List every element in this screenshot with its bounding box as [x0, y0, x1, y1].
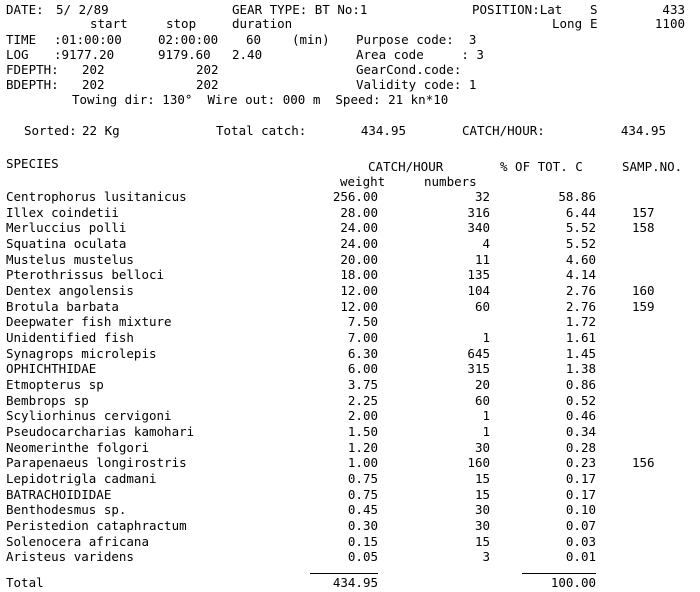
position-label: POSITION:Lat [472, 2, 563, 17]
numbers-header: numbers [424, 174, 477, 189]
fdepth-start: 202 [82, 62, 105, 77]
species-name: Mustelus mustelus [6, 252, 134, 267]
catch-weight: 7.50 [347, 314, 378, 329]
catch-weight: 6.00 [347, 361, 378, 376]
species-name: Bembrops sp [6, 393, 89, 408]
percent-of-total: 5.52 [565, 236, 596, 251]
catch-numbers: 15 [474, 487, 490, 502]
catch-numbers: 3 [482, 549, 490, 564]
col-duration-label: duration [232, 16, 293, 31]
log-label: LOG [6, 47, 29, 62]
log-duration: 2.40 [232, 47, 263, 62]
catch-weight: 0.05 [347, 549, 378, 564]
col-start-label: start [90, 16, 128, 31]
catch-numbers: 20 [474, 377, 490, 392]
time-start: :01:00:00 [54, 32, 122, 47]
percent-of-total: 0.34 [565, 424, 596, 439]
bdepth-label: BDEPTH: [6, 77, 59, 92]
percent-of-total: 2.76 [565, 299, 596, 314]
percent-of-total: 0.17 [565, 487, 596, 502]
date-value: 5/ 2/89 [56, 2, 109, 17]
catch-weight: 24.00 [340, 236, 378, 251]
species-name: OPHICHTHIDAE [6, 361, 97, 376]
purpose-code: Purpose code: 3 [356, 32, 477, 47]
sample-number: 157 [632, 205, 655, 220]
percent-of-total: 6.44 [565, 205, 596, 220]
catch-weight: 1.20 [347, 440, 378, 455]
percent-of-total: 0.10 [565, 502, 596, 517]
percent-of-total: 1.72 [565, 314, 596, 329]
bdepth-stop: 202 [196, 77, 219, 92]
catch-numbers: 645 [467, 346, 490, 361]
catch-numbers: 315 [467, 361, 490, 376]
species-name: Scyliorhinus cervigoni [6, 408, 172, 423]
percent-total-rule [522, 573, 596, 574]
percent-of-total: 0.01 [565, 549, 596, 564]
catch-numbers: 32 [474, 189, 490, 204]
species-name: Merluccius polli [6, 220, 127, 235]
total-weight: 434.95 [332, 575, 378, 590]
percent-total-header: % OF TOT. C [500, 159, 583, 174]
catch-numbers: 316 [467, 205, 490, 220]
catch-hour-header: CATCH/HOUR [368, 159, 444, 174]
catch-weight: 2.00 [347, 408, 378, 423]
catch-weight: 0.45 [347, 502, 378, 517]
species-name: Illex coindetii [6, 205, 119, 220]
catch-weight: 28.00 [340, 205, 378, 220]
date-label: DATE: [6, 2, 44, 17]
catch-weight: 0.75 [347, 487, 378, 502]
catch-weight: 0.75 [347, 471, 378, 486]
species-name: Neomerinthe folgori [6, 440, 149, 455]
percent-of-total: 0.03 [565, 534, 596, 549]
catch-hour-value: 434.95 [620, 123, 666, 138]
percent-of-total: 0.28 [565, 440, 596, 455]
lat-value: 433 [662, 2, 685, 17]
log-start: :9177.20 [54, 47, 115, 62]
catch-numbers: 15 [474, 471, 490, 486]
catch-weight: 0.30 [347, 518, 378, 533]
long-label: Long [552, 16, 583, 31]
catch-weight: 1.50 [347, 424, 378, 439]
species-name: Parapenaeus longirostris [6, 455, 187, 470]
catch-numbers: 15 [474, 534, 490, 549]
catch-numbers: 1 [482, 424, 490, 439]
catch-numbers: 1 [482, 408, 490, 423]
bdepth-start: 202 [82, 77, 105, 92]
long-value: 1100 [654, 16, 685, 31]
percent-of-total: 4.60 [565, 252, 596, 267]
catch-weight: 18.00 [340, 267, 378, 282]
catch-weight: 20.00 [340, 252, 378, 267]
validity-code: Validity code: 1 [356, 77, 477, 92]
gear-type: GEAR TYPE: BT No:1 [232, 2, 368, 17]
percent-of-total: 4.14 [565, 267, 596, 282]
species-name: Squatina oculata [6, 236, 127, 251]
catch-numbers: 1 [482, 330, 490, 345]
col-stop-label: stop [166, 16, 197, 31]
sample-number: 159 [632, 299, 655, 314]
area-code: Area code : 3 [356, 47, 484, 62]
time-duration: 60 [246, 32, 262, 47]
fdepth-label: FDEPTH: [6, 62, 59, 77]
catch-weight: 7.00 [347, 330, 378, 345]
species-name: Solenocera africana [6, 534, 149, 549]
total-label: Total [6, 575, 44, 590]
catch-numbers: 30 [474, 440, 490, 455]
catch-weight: 3.75 [347, 377, 378, 392]
total-catch-label: Total catch: [216, 123, 307, 138]
catch-weight: 24.00 [340, 220, 378, 235]
species-name: Pterothrissus belloci [6, 267, 165, 282]
species-header: SPECIES [6, 156, 59, 171]
sample-number: 160 [632, 283, 655, 298]
catch-weight: 12.00 [340, 299, 378, 314]
species-name: Aristeus varidens [6, 549, 134, 564]
catch-numbers: 60 [474, 393, 490, 408]
time-label: TIME [6, 32, 37, 47]
weight-header: weight [340, 174, 386, 189]
catch-numbers: 4 [482, 236, 490, 251]
species-name: Etmopterus sp [6, 377, 104, 392]
sorted-label: Sorted: [24, 123, 77, 138]
percent-of-total: 5.52 [565, 220, 596, 235]
species-name: Unidentified fish [6, 330, 134, 345]
lat-direction: S [590, 2, 598, 17]
sample-number: 158 [632, 220, 655, 235]
time-unit: (min) [292, 32, 330, 47]
gear-cond-code: GearCond.code: [356, 62, 462, 77]
fdepth-stop: 202 [196, 62, 219, 77]
catch-weight: 12.00 [340, 283, 378, 298]
catch-weight: 1.00 [347, 455, 378, 470]
species-name: Brotula barbata [6, 299, 119, 314]
catch-weight: 256.00 [332, 189, 378, 204]
percent-of-total: 1.61 [565, 330, 596, 345]
catch-numbers: 60 [474, 299, 490, 314]
sorted-value: 22 Kg [82, 123, 120, 138]
species-name: Dentex angolensis [6, 283, 134, 298]
species-name: Lepidotrigla cadmani [6, 471, 157, 486]
species-name: Deepwater fish mixture [6, 314, 172, 329]
catch-numbers: 11 [474, 252, 490, 267]
percent-of-total: 0.46 [565, 408, 596, 423]
species-name: Synagrops microlepis [6, 346, 157, 361]
percent-of-total: 2.76 [565, 283, 596, 298]
catch-numbers: 104 [467, 283, 490, 298]
towing-info: Towing dir: 130° Wire out: 000 m Speed: 21 kn*10 [72, 92, 449, 107]
species-name: Peristedion cataphractum [6, 518, 187, 533]
catch-weight: 0.15 [347, 534, 378, 549]
percent-of-total: 0.52 [565, 393, 596, 408]
sample-number-header: SAMP.NO. [622, 159, 683, 174]
catch-numbers: 30 [474, 502, 490, 517]
catch-weight: 2.25 [347, 393, 378, 408]
percent-of-total: 0.07 [565, 518, 596, 533]
log-stop: 9179.60 [158, 47, 211, 62]
species-name: Pseudocarcharias kamohari [6, 424, 195, 439]
catch-numbers: 135 [467, 267, 490, 282]
percent-of-total: 0.86 [565, 377, 596, 392]
percent-of-total: 0.23 [565, 455, 596, 470]
catch-numbers: 160 [467, 455, 490, 470]
catch-hour-label: CATCH/HOUR: [462, 123, 545, 138]
species-name: BATRACHOIDIDAE [6, 487, 112, 502]
total-catch-value: 434.95 [360, 123, 406, 138]
percent-of-total: 0.17 [565, 471, 596, 486]
weight-total-rule [310, 573, 378, 574]
species-name: Centrophorus lusitanicus [6, 189, 187, 204]
catch-numbers: 340 [467, 220, 490, 235]
percent-of-total: 1.45 [565, 346, 596, 361]
time-stop: 02:00:00 [158, 32, 219, 47]
sample-number: 156 [632, 455, 655, 470]
catch-numbers: 30 [474, 518, 490, 533]
catch-weight: 6.30 [347, 346, 378, 361]
percent-of-total: 1.38 [565, 361, 596, 376]
total-percent: 100.00 [550, 575, 596, 590]
long-direction: E [590, 16, 598, 31]
percent-of-total: 58.86 [558, 189, 596, 204]
species-name: Benthodesmus sp. [6, 502, 127, 517]
